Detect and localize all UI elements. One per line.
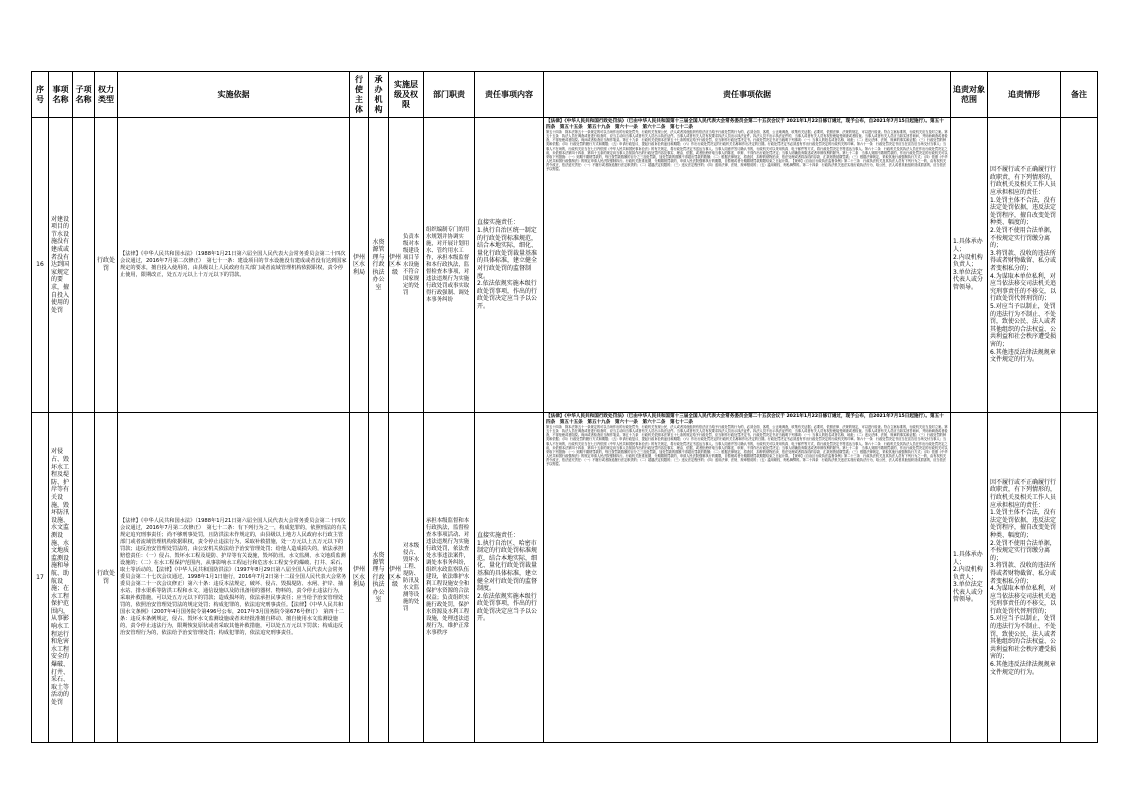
responsibility-table	[31, 71, 1098, 743]
header-sub-name: 子项名称	[73, 72, 95, 118]
header-no: 序号	[32, 72, 49, 118]
power-type: 行政处罚	[95, 413, 118, 743]
row-number: 16	[32, 118, 49, 413]
header-power-type: 权力类型	[95, 72, 118, 118]
power-type: 行政处罚	[95, 118, 118, 413]
sub-item-name	[73, 413, 95, 743]
accountability-circumstances: 因不履行或不正确履行行政职责，有下列情形的，行政机关及相关工作人员应承担相应的责任： 1.处罚主体不合法，没有法定处罚依据，违反法定处罚程序，擅自改变处罚种类、幅度的； 2.处罚不使用合法单据，不按规定实行罚缴分离的； 3.将罚款、没收的违法所得或者财物截留、私分或者变相私分的； 4.为谋取本单位私利，对应当依法移交司法机关追究刑事责任的不移交，以行政处罚代替刑罚的； 5.对应当予以制止，处罚的违法行为不制止、不处罚，致使公民、法人或者其他组织的合法权益、公共利益和社会秩序遭受损害的； 6.其他违反法律法规规章文件规定的行为。	[988, 118, 1061, 413]
accountability-circumstances: 因不履行或不正确履行行政职责，有下列情形的，行政机关及相关工作人员应承担相应的责任： 1.处罚主体不合法，没有法定处罚依据，违反法定处罚程序，擅自改变处罚种类、幅度的； 2.处罚不使用合法单据，不按规定实行罚缴分离的； 3.将罚款、没收的违法所得或者财物截留、私分或者变相私分的； 4.为谋取本单位私利，对应当依法移交司法机关追究刑事责任的不移交，以行政处罚代替刑罚的； 5.对应当予以制止，处罚的违法行为不制止、不处罚，致使公民、法人或者其他组织的合法权益、公共利益和社会秩序遭受损害的； 6.其他违反法律法规规章文件规定的行为。	[988, 413, 1061, 743]
responsibility-basis-title: 【法律】《中华人民共和国行政处罚法》（已由中华人民共和国第十三届全国人民代表大会常务委员会第二十五次会议于 2021年1月22日修订通过，现予公布，自2021年7月15日起施行）。第五十四条 第五十五条 第五十九条 第六十一条 第六十二条 第七十二条	[546, 119, 944, 130]
header-resp-basis: 责任事项依据	[544, 72, 951, 118]
responsibility-basis-body: 第五十四条 除本法第五十一条规定的可以当场作出的行政处罚外，行政机关发现公民、法人或者其他组织有依法应当给予行政处罚的行为的，必须全面、客观、公正地调查，收集有关证据；必要时，依照法律、法规的规定，可以进行检查。符合立案标准的，行政机关应当及时立案。第五十五条 执法人员在调查或者进行检查时，应当主动向当事人或者有关人员出示执法证件。当事人或者有关人员有权要求执法人员出示执法证件。执法人员不出示执法证件的，当事人或者有关人员有权拒绝接受调查或者检查。当事人或者有关人员应当如实回答询问，并协助调查或者检查，不得拒绝或者阻挠。询问或者检查应当制作笔录。第五十九条 行政机关依照本法第五十七条的规定给予行政处罚，应当制作行政处罚决定书。行政处罚决定书应当载明下列事项：（一）当事人的姓名或者名称、地址；（二）违反法律、法规、规章的事实和证据；（三）行政处罚的种类和依据；（四）行政处罚的履行方式和期限；（五）申请行政复议、提起行政诉讼的途径和期限；（六）作出行政处罚决定的行政机关名称和作出决定的日期。行政处罚决定书必须盖有作出行政处罚决定的行政机关的印章。第六十一条 行政处罚决定书应当在宣告后当场交付当事人；当事人不在场的，行政机关应当在七日内依照《中华人民共和国民事诉讼法》的有关规定，将行政处罚决定书送达当事人。当事人同意并签订确认书的，行政机关可以采用传真、电子邮件等方式，将行政处罚决定书等送达当事人。第六十二条 行政机关及其执法人员在作出行政处罚决定之前，未依照本法第四十四条、第四十五条的规定向当事人告知拟作出的行政处罚内容及事实、理由、依据，或者拒绝听取当事人的陈述、申辩，不得作出行政处罚决定；当事人明确放弃陈述或者申辩权利的除外。第七十二条 当事人到期不缴纳罚款的，作出行政处罚决定的行政机关可以采取下列措施：（一）到期不缴纳罚款的，每日按罚款数额的百分之三加处罚款，加处罚款的数额不得超出罚款的数额；（二）根据法律规定，将查封、扣押的财物拍卖、依法处理或者将冻结的存款、汇款划拨抵缴罚款；（三）根据法律规定，采取其他行政强制执行方式；（四）依照《中华人民共和国行政强制法》的规定申请人民法院强制执行。行政机关批准延期、分期缴纳罚款的，申请人民法院强制执行的期限，自暂缓或者分期缴纳罚款期限结束之日起计算。【规章】《自治区行政执法监督条例》第二十三条 行政执法机关及其执法人员有下列行为之一的，由有权机关责令改正，依法追究责任：（一）不履行或者拖延履行法定职责的；（二）超越法定权限的；（三）违反法定程序的；（四）适用法律、法规、规章错误的；（五）滥用职权、徇私舞弊的。第二十四条 行政执法机关违法实施行政执法行为，给公民、法人或者其他组织造成损害的，应当依法予以赔偿。	[546, 130, 948, 172]
implementation-level: 伊州区本级	[389, 566, 402, 589]
header-dept-duty: 部门职责	[424, 72, 475, 118]
level-authority: 对本级侵占、毁坏水工程、堤防、防汛及水文监测等设施的处罚	[403, 542, 420, 612]
sub-item-name	[73, 118, 95, 413]
level-authority: 负责本级对本级建设项目节水设施不符合国家规定的处罚	[403, 233, 420, 296]
header-remark: 备注	[1061, 72, 1098, 118]
table-row	[32, 413, 1098, 743]
remark	[1061, 413, 1098, 743]
department-duty: 承担本级监督和本行政执法，监督检查本事项活动、对违法违规行为实施行政处罚，依法查处水事违法案件，调处本事务纠纷，组织水政监察队伍建设，依法维护水利工程设施安全和保护水资源的合法权益；负责组织实施行政处罚，保护水资源及水利工程设施，处理违法违规行为，维护正常水事秩序	[424, 413, 475, 743]
accountable-scope: 1.具体承办人； 2.内设机构负责人； 3.单位法定代表人或分管领导。	[951, 413, 988, 743]
implementation-basis: 【法律】《中华人民共和国水法》（1988年1月21日第六届全国人民代表大会常务委员会第二十四次会议通过，2016年7月第二次修正） 第七十一条：建设项目的节水设施没有建成或者没有达到国家规定的要求，擅自投入使用的，由县级以上人民政府有关部门或者流域管理机构依据职权，责令停止使用，限期改正，处五万元以上十万元以下的罚款。	[118, 118, 350, 413]
remark	[1061, 118, 1098, 413]
responsibility-content: 直接实施责任： 1.执行自治区、哈密市制定的行政处罚标准规范，结合本地实际，细化、量化行政处罚裁量基准的具体标准，建立健全对行政处罚的监督制度。 2.依法依规实施本级行政处罚事项，作出的行政处罚决定应当予以公开。	[475, 413, 544, 743]
accountable-scope: 1.具体承办人； 2.内设机构负责人； 3.单位法定代表人或分管领导。	[951, 118, 988, 413]
item-name: 对建设项目的节水设施没有建成或者没有达到国家规定的要求，擅自投入使用的处罚	[49, 118, 73, 413]
acting-subject: 伊州区水利局	[350, 413, 369, 743]
table-row	[32, 118, 1098, 413]
implementation-basis: 【法律】《中华人民共和国水法》（1988年1月21日第六届全国人民代表大会常务委员会第二十四次会议通过，2016年7月第二次修正） 第七十二条：有下列行为之一，构成犯罪的，依照刑法的有关规定追究刑事责任；尚不够刑事处罚，且防洪法未作规定的，由县级以上地方人民政府水行政主管部门或者流域管理机构依据职权，责令停止违法行为，采取补救措施，处一万元以上五万元以下的罚款；违反治安管理处罚法的，由公安机关依法给予治安管理处罚；给他人造成损失的，依法承担赔偿责任：（一）侵占、毁坏水工程及堤防、护岸等有关设施，毁坏防汛、水文监测、水文地质监测设施的；（二）在水工程保护范围内，从事影响水工程运行和危害水工程安全的爆破、打井、采石、取土等活动的。【法律】《中华人民共和国防洪法》（1997年8月29日第八届全国人民代表大会常务委员会第二十七次会议通过，1998年1月1日施行，2016年7月2日第十二届全国人民代表大会常务委员会第二十一次会议修正）第六十条：违反本法规定，破坏、侵占、毁损堤防、水闸、护岸、抽水站、排水渠系等防洪工程和水文、通信设施以及防汛备用的器材、物料的，责令停止违法行为，采取补救措施，可以处五万元以下的罚款；造成损坏的，依法承担民事责任；应当给予治安管理处罚的，依照治安管理处罚法的规定处罚；构成犯罪的，依法追究刑事责任。【法律】《中华人民共和国水文条例》（2007年4月国务院令第496号公布，2017年3月国务院令第676号修订） 第四十二条：违反本条例规定，侵占、毁坏水文监测设施或者未经批准擅自移动、擅自使用水文监测设施的，责令停止违法行为，限期恢复原状或者采取其他补救措施，可以处五万元以下罚款；构成违反治安管理行为的，依法给予治安管理处罚；构成犯罪的，依法追究刑事责任。	[118, 413, 350, 743]
handling-org: 水资源管理与行政执法办公室	[369, 413, 389, 743]
level-cell	[389, 118, 424, 413]
header-row	[32, 72, 1098, 118]
department-duty: 组织编制专门的用水规划并协调实施，对开展计划用水、管约用水工作，承担本级监督和本行政执法，监督检查本事项，对违法违规行为实施行政处罚或事实取得行政强制、调处本事务纠纷	[424, 118, 475, 413]
header-item-name: 事项名称	[49, 72, 73, 118]
responsibility-basis	[544, 413, 951, 743]
handling-org: 水资源管理与行政执法办公室	[369, 118, 389, 413]
row-number: 17	[32, 413, 49, 743]
header-org: 承办机构	[369, 72, 389, 118]
header-circumstances: 追责情形	[988, 72, 1061, 118]
responsibility-basis-title: 【法律】《中华人民共和国行政处罚法》（已由中华人民共和国第十三届全国人民代表大会常务委员会第二十五次会议于 2021年1月22日修订通过，现予公布，自2021年7月15日起施行）。第五十四条 第五十五条 第五十九条 第六十一条 第六十二条 第七十二条	[546, 414, 944, 425]
responsibility-content: 直接实施责任： 1.执行自治区统一制定的行政处罚标准规范，结合本地实际，细化、量化行政处罚裁量基准的具体标准，建立健全对行政处罚的监督制度。 2.依法依规实施本级行政处罚事项，作出的行政处罚决定应当予以公开。	[475, 118, 544, 413]
implementation-level: 伊州区本级	[389, 253, 402, 276]
header-level: 实施层级及权限	[389, 72, 424, 118]
item-name: 对侵占、毁坏水工程及堤防、护岸等有关设施，毁坏防汛设施、水文监测设施、水文地质监测设施和导航、助航设施；在水工程保护范围内，从事影响水工程运行和危害水工程安全的爆破、打井、采石、取土等活动的处罚	[49, 413, 73, 743]
header-resp-content: 责任事项内容	[475, 72, 544, 118]
header-subject: 行使主体	[350, 72, 369, 118]
acting-subject: 伊州区水利局	[350, 118, 369, 413]
header-accountable: 追责对象范围	[951, 72, 988, 118]
header-basis: 实施依据	[118, 72, 350, 118]
responsibility-basis	[544, 118, 951, 413]
level-cell	[389, 413, 424, 743]
responsibility-basis-body: 第五十四条 除本法第五十一条规定的可以当场作出的行政处罚外，行政机关发现公民、法人或者其他组织有依法应当给予行政处罚的行为的，必须全面、客观、公正地调查，收集有关证据；必要时，依照法律、法规的规定，可以进行检查。符合立案标准的，行政机关应当及时立案。第五十五条 执法人员在调查或者进行检查时，应当主动向当事人或者有关人员出示执法证件。当事人或者有关人员有权要求执法人员出示执法证件。执法人员不出示执法证件的，当事人或者有关人员有权拒绝接受调查或者检查。当事人或者有关人员应当如实回答询问，并协助调查或者检查，不得拒绝或者阻挠。询问或者检查应当制作笔录。第五十九条 行政机关依照本法第五十七条的规定给予行政处罚，应当制作行政处罚决定书。行政处罚决定书应当载明下列事项：（一）当事人的姓名或者名称、地址；（二）违反法律、法规、规章的事实和证据；（三）行政处罚的种类和依据；（四）行政处罚的履行方式和期限；（五）申请行政复议、提起行政诉讼的途径和期限；（六）作出行政处罚决定的行政机关名称和作出决定的日期。行政处罚决定书必须盖有作出行政处罚决定的行政机关的印章。第六十一条 行政处罚决定书应当在宣告后当场交付当事人；当事人不在场的，行政机关应当在七日内依照《中华人民共和国民事诉讼法》的有关规定，将行政处罚决定书送达当事人。当事人同意并签订确认书的，行政机关可以采用传真、电子邮件等方式，将行政处罚决定书等送达当事人。第六十二条 行政机关及其执法人员在作出行政处罚决定之前，未依照本法第四十四条、第四十五条的规定向当事人告知拟作出的行政处罚内容及事实、理由、依据，或者拒绝听取当事人的陈述、申辩，不得作出行政处罚决定；当事人明确放弃陈述或者申辩权利的除外。第七十二条 当事人到期不缴纳罚款的，作出行政处罚决定的行政机关可以采取下列措施：（一）到期不缴纳罚款的，每日按罚款数额的百分之三加处罚款，加处罚款的数额不得超出罚款的数额；（二）根据法律规定，将查封、扣押的财物拍卖、依法处理或者将冻结的存款、汇款划拨抵缴罚款；（三）根据法律规定，采取其他行政强制执行方式；（四）依照《中华人民共和国行政强制法》的规定申请人民法院强制执行。行政机关批准延期、分期缴纳罚款的，申请人民法院强制执行的期限，自暂缓或者分期缴纳罚款期限结束之日起计算。【规章】《自治区行政执法监督条例》第二十三条 行政执法机关及其执法人员有下列行为之一的，由有权机关责令改正，依法追究责任：（一）不履行或者拖延履行法定职责的；（二）超越法定权限的；（三）违反法定程序的；（四）适用法律、法规、规章错误的；（五）滥用职权、徇私舞弊的。第二十四条 行政执法机关违法实施行政执法行为，给公民、法人或者其他组织造成损害的，应当依法予以赔偿。	[546, 425, 948, 467]
